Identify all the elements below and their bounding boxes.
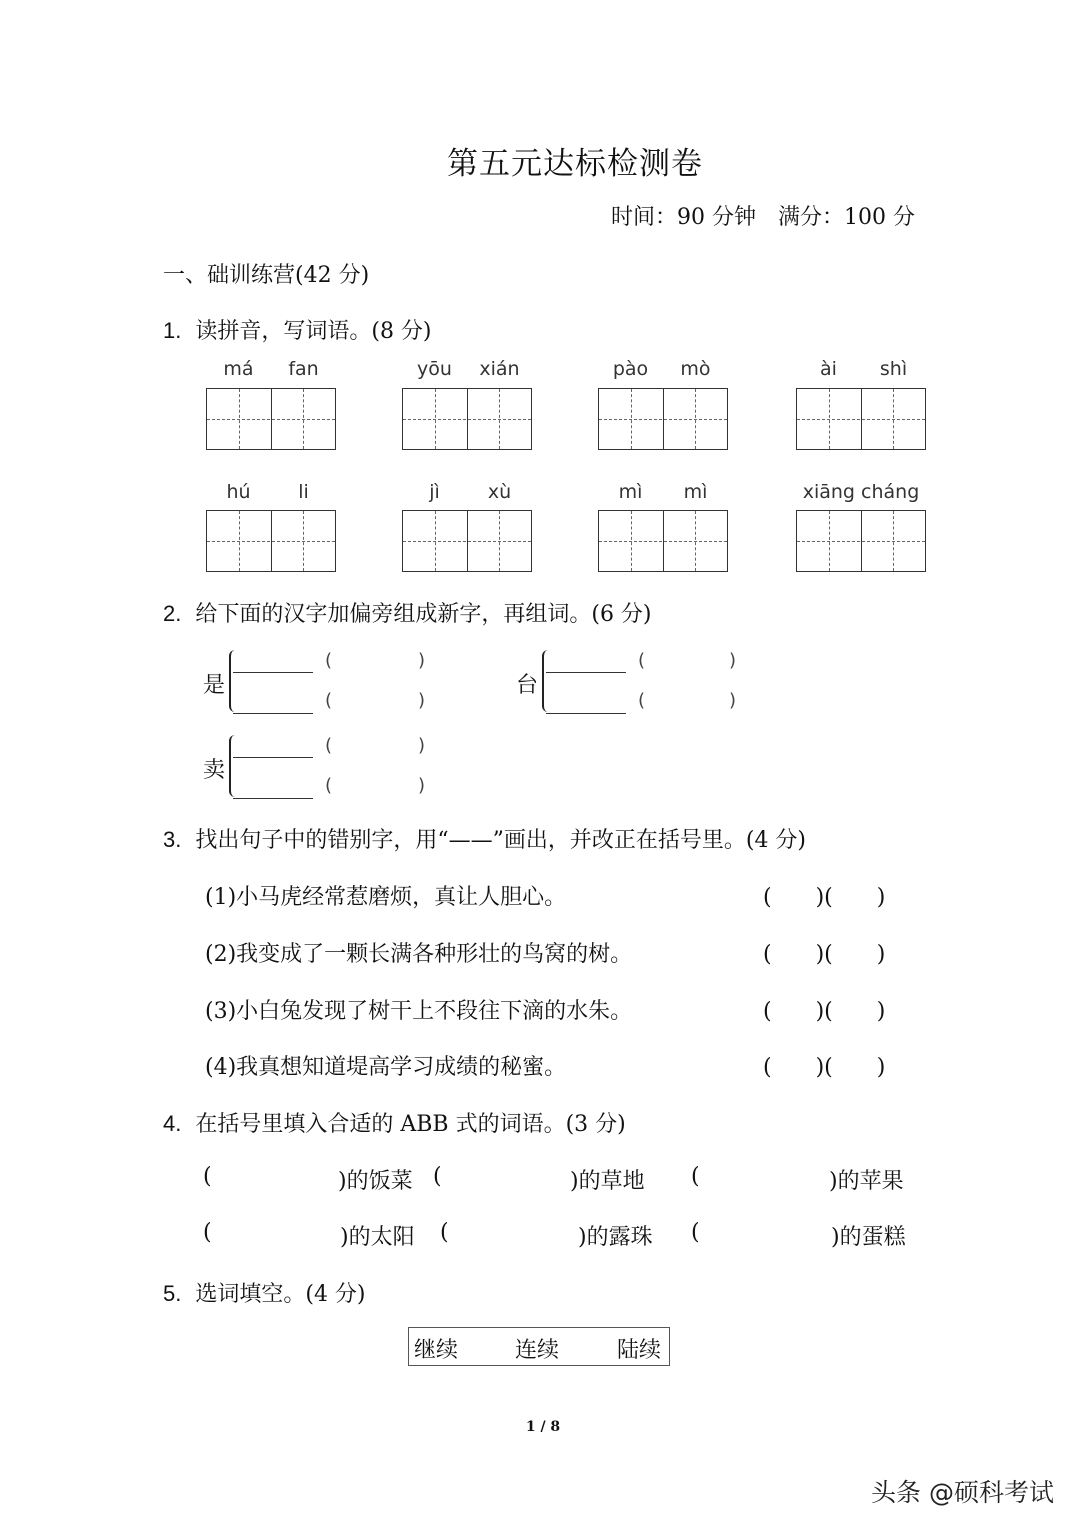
paren-open: ( [638,690,646,711]
question-text: 读拼音，写词语。(8 分) [195,319,432,344]
answer-line[interactable] [233,713,313,714]
pinyin-label: mì [683,481,708,503]
radical-item [203,733,463,808]
grid-guide [239,511,240,571]
answer-line[interactable] [546,713,626,714]
page-title: 第五元达标检测卷 [447,146,703,182]
base-character: 是 [203,673,226,698]
noun-phrase: 的太阳 [348,1225,415,1250]
correction-slots[interactable]: ( )( ) [763,1055,886,1080]
brace-icon [229,650,239,712]
question-2 [163,597,652,628]
correction-slots[interactable]: ( )( ) [763,999,886,1024]
fill-blank[interactable]: ( [203,1220,212,1245]
writing-grid[interactable] [796,510,926,572]
pinyin-label: li [298,481,309,503]
paren-close: ) [418,650,426,671]
pinyin-label: fan [288,358,319,380]
sentence-item: (4)我真想知道堤高学习成绩的秘蜜。 [205,1055,567,1080]
writing-grid[interactable] [598,388,728,450]
paren-close: ) [729,690,737,711]
word-option: 陆续 [617,1338,662,1363]
grid-guide [499,511,500,571]
grid-guide [893,389,894,449]
grid-guide [829,389,830,449]
section-heading: 一、础训练营(42 分) [163,263,370,288]
question-4 [163,1107,626,1138]
question-number: 5. [163,1281,182,1306]
exam-meta: 时间：90 分钟 满分：100 分 [611,205,915,230]
paren-open: ( [638,650,646,671]
correction-slots[interactable]: ( )( ) [763,885,886,910]
pinyin-label: hú [226,481,251,503]
grid-guide [797,541,925,542]
grid-guide [631,389,632,449]
grid-guide [797,419,925,420]
fill-blank[interactable]: ( [691,1164,700,1189]
answer-line[interactable] [233,798,313,799]
writing-grid[interactable] [402,388,532,450]
writing-grid[interactable] [598,510,728,572]
grid-guide [303,389,304,449]
answer-line[interactable] [233,757,313,758]
question-text: 找出句子中的错别字，用“——”画出，并改正在括号里。(4 分) [195,828,807,853]
fill-target: )的饭菜 [338,1169,413,1194]
noun-phrase: 的草地 [578,1169,645,1194]
fill-target: )的蛋糕 [831,1225,906,1250]
pinyin-label: jì [429,481,440,503]
pinyin-label: mì [618,481,643,503]
grid-guide [599,541,727,542]
writing-grid[interactable] [206,510,336,572]
noun-phrase: 的露珠 [586,1225,653,1250]
watermark: 头条 @硕科考试 [871,1478,1054,1507]
fill-blank[interactable]: ( [691,1220,700,1245]
grid-guide [695,511,696,571]
pinyin-label: pào [612,358,649,380]
page-number: 1 / 8 [525,1419,561,1435]
grid-guide [499,389,500,449]
writing-grid[interactable] [402,510,532,572]
brace-icon [229,735,239,797]
paren-close: ) [418,735,426,756]
fill-target: )的草地 [570,1169,645,1194]
question-5 [163,1277,366,1308]
fill-blank[interactable]: ( [433,1164,442,1189]
grid-guide [631,511,632,571]
pinyin-label: xiāng cháng [802,481,920,503]
pinyin-label: shì [879,358,908,380]
grid-guide [239,389,240,449]
fill-blank[interactable]: ( [203,1164,212,1189]
grid-guide [207,541,335,542]
fill-target: )的露珠 [578,1225,653,1250]
paren-close: ) [418,690,426,711]
paren-open: ( [325,650,333,671]
radical-item [516,648,776,723]
fill-target: )的苹果 [829,1169,904,1194]
noun-phrase: 的苹果 [837,1169,904,1194]
correction-slots[interactable]: ( )( ) [763,942,886,967]
paren-open: ( [325,775,333,796]
grid-guide [207,419,335,420]
grid-guide [599,419,727,420]
pinyin-label: yōu [417,358,452,380]
paren-close: ) [418,775,426,796]
question-3 [163,823,806,854]
grid-guide [435,511,436,571]
paren-close: ) [729,650,737,671]
pinyin-label: xù [487,481,512,503]
word-option: 连续 [515,1338,560,1363]
fill-blank[interactable]: ( [440,1220,449,1245]
grid-guide [893,511,894,571]
pinyin-label: xián [479,358,520,380]
question-text: 给下面的汉字加偏旁组成新字，再组词。(6 分) [195,602,652,627]
word-choice-box [408,1327,670,1366]
writing-grid[interactable] [796,388,926,450]
sentence-item: (1)小马虎经常惹磨烦，真让人胆心。 [205,885,567,910]
grid-guide [435,389,436,449]
question-text: 选词填空。(4 分) [195,1282,366,1307]
writing-grid[interactable] [206,388,336,450]
base-character: 卖 [203,758,226,783]
radical-item [203,648,463,723]
noun-phrase: 的蛋糕 [839,1225,906,1250]
grid-guide [829,511,830,571]
sentence-item: (2)我变成了一颗长满各种形壮的鸟窝的树。 [205,942,633,967]
grid-guide [403,419,531,420]
base-character: 台 [516,673,539,698]
grid-guide [303,511,304,571]
pinyin-label: ài [820,358,837,380]
question-1 [163,314,432,345]
answer-line[interactable] [233,672,313,673]
paren-open: ( [325,735,333,756]
question-number: 3. [163,827,182,852]
noun-phrase: 的饭菜 [346,1169,413,1194]
brace-icon [542,650,552,712]
answer-line[interactable] [546,672,626,673]
pinyin-label: mò [680,358,711,380]
fill-target: )的太阳 [340,1225,415,1250]
question-number: 2. [163,601,182,626]
grid-guide [403,541,531,542]
question-text: 在括号里填入合适的 ABB 式的词语。(3 分) [195,1112,626,1137]
paren-open: ( [325,690,333,711]
question-number: 1. [163,318,182,343]
word-option: 继续 [414,1338,459,1363]
grid-guide [695,389,696,449]
pinyin-label: má [223,358,254,380]
sentence-item: (3)小白兔发现了树干上不段往下滴的水朱。 [205,999,633,1024]
question-number: 4. [163,1111,182,1136]
